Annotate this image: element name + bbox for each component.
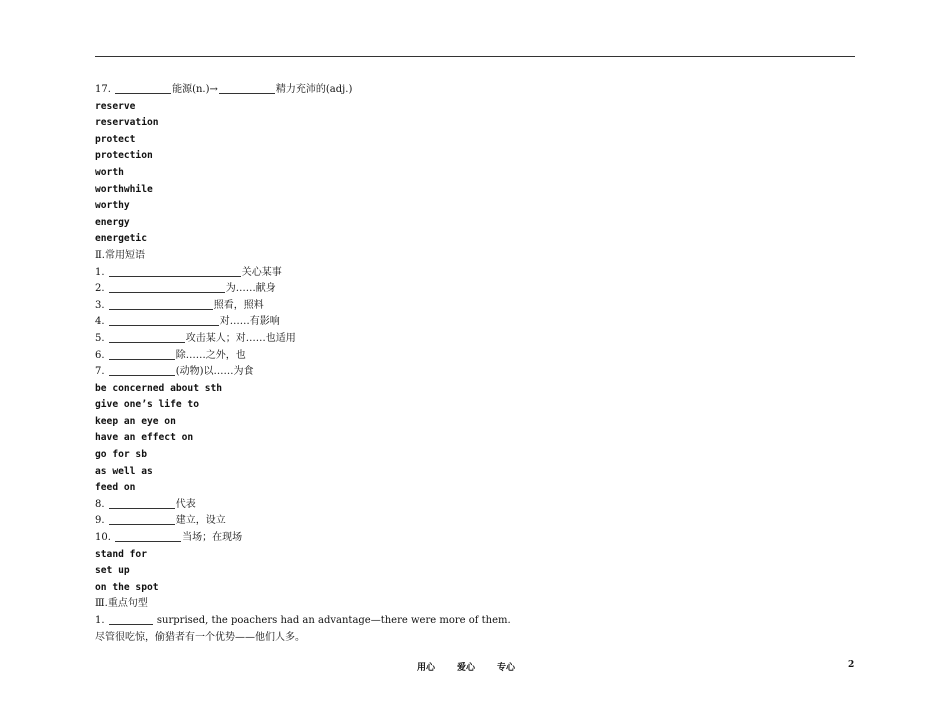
fill-in-blank[interactable]	[109, 332, 185, 343]
item-text: 精力充沛的(adj.)	[275, 84, 353, 95]
header-rule	[95, 56, 855, 57]
exercise-item	[95, 281, 855, 298]
item-text: 代表	[175, 498, 196, 510]
item-number: 6.	[95, 349, 105, 361]
answer-line: on the spot	[95, 581, 159, 593]
footer-motto	[417, 660, 537, 673]
answer-line: energetic	[95, 233, 147, 245]
exercise-item	[95, 265, 855, 282]
page-number: 2	[848, 660, 855, 670]
fill-in-blank[interactable]	[109, 614, 153, 625]
item-text: 除……之外，也	[175, 349, 246, 361]
fill-in-blank[interactable]	[115, 531, 181, 542]
fill-in-blank[interactable]	[219, 83, 275, 94]
text-line: 尽管很吃惊，偷猎者有一个优势——他们人多。	[95, 631, 305, 643]
answer-line: as well as	[95, 465, 153, 477]
item-number: 7.	[95, 366, 105, 378]
item-number: 1.	[95, 266, 105, 278]
answer-line: keep an eye on	[95, 415, 176, 427]
exercise-item	[95, 298, 855, 315]
answer-line: feed on	[95, 482, 136, 494]
fill-in-blank[interactable]	[109, 365, 175, 376]
item-number: 4.	[95, 316, 105, 328]
answer-line: give one’s life to	[95, 399, 199, 411]
item-number: 9.	[95, 515, 105, 527]
answer-line: protect	[95, 133, 136, 145]
fill-in-blank[interactable]	[109, 349, 175, 360]
text-line: Ⅱ.常用短语	[95, 249, 145, 261]
item-number: 10.	[95, 532, 111, 544]
fill-in-blank[interactable]	[109, 266, 241, 277]
exercise-item	[95, 364, 855, 381]
item-text: (动物)以……为食	[175, 366, 254, 378]
fill-in-blank[interactable]	[115, 83, 171, 94]
fill-in-blank[interactable]	[109, 282, 225, 293]
footer-motto-word: 爱心	[457, 663, 476, 673]
answer-line: reserve	[95, 100, 136, 112]
text-line: Ⅲ.重点句型	[95, 598, 148, 610]
footer-motto-word: 专心	[497, 663, 516, 673]
exercise-item	[95, 314, 855, 331]
item-number: 3.	[95, 299, 105, 311]
exercise-item	[95, 331, 855, 348]
exercise-item	[95, 613, 855, 630]
fill-in-blank[interactable]	[109, 315, 219, 326]
item-text: surprised, the poachers had an advantage—there were more of them.	[153, 615, 511, 626]
exercise-item	[95, 530, 855, 547]
item-text: 对……有影响	[219, 316, 280, 328]
item-text: 为……献身	[225, 283, 276, 295]
answer-line: worth	[95, 166, 124, 178]
exercise-item	[95, 513, 855, 530]
item-number: 5.	[95, 332, 105, 344]
fill-in-blank[interactable]	[109, 299, 213, 310]
item-text: 当场；在现场	[182, 532, 243, 544]
item-text: 攻击某人；对……也适用	[185, 332, 296, 344]
answer-line: protection	[95, 150, 153, 162]
footer-motto-word: 用心	[417, 663, 436, 673]
exercise-item	[95, 497, 855, 514]
answer-line: energy	[95, 216, 130, 228]
answer-line: set up	[95, 565, 130, 577]
item-number: 1.	[95, 615, 105, 626]
answer-line: stand for	[95, 548, 147, 560]
fill-in-blank[interactable]	[109, 514, 175, 525]
item-text: 能源(n.)→	[172, 84, 218, 95]
answer-line: have an effect on	[95, 432, 194, 444]
answer-line: worthwhile	[95, 183, 153, 195]
page-footer	[0, 660, 950, 674]
answer-line: worthy	[95, 200, 130, 212]
answer-line: be concerned about sth	[95, 382, 223, 394]
fill-in-blank[interactable]	[109, 498, 175, 509]
item-number: 17.	[95, 84, 111, 95]
item-text: 照看，照料	[213, 299, 264, 311]
item-number: 2.	[95, 283, 105, 295]
answer-line: go for sb	[95, 449, 147, 461]
exercise-item	[95, 348, 855, 365]
item-text: 建立，设立	[175, 515, 226, 527]
item-number: 8.	[95, 498, 105, 510]
exercise-item	[95, 82, 855, 99]
item-text: 关心某事	[241, 266, 282, 278]
document-body	[95, 82, 855, 646]
answer-line: reservation	[95, 117, 159, 129]
